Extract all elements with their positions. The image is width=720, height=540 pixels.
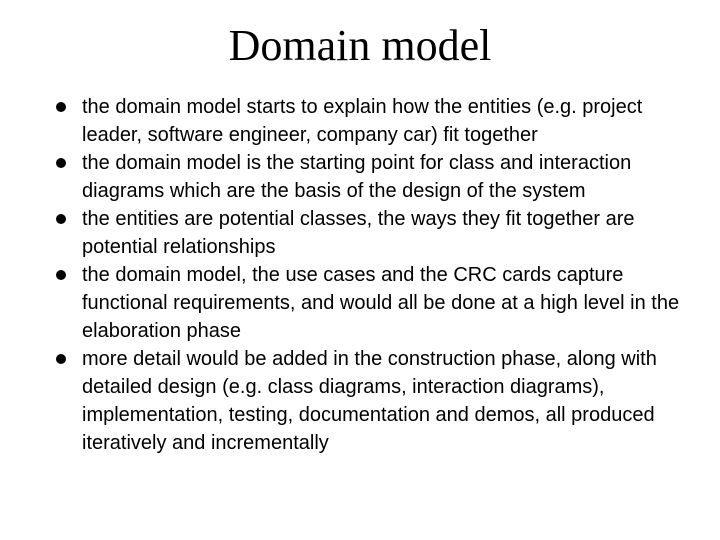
bullet-dot-icon	[56, 214, 66, 224]
bullet-item	[56, 205, 704, 261]
bullet-text: the entities are potential classes, the ways they fit together are potential relationships	[82, 208, 635, 258]
bullet-text: the domain model, the use cases and the CRC cards capture functional requirements, and would all be done at a high level in the elaboration phase	[82, 264, 680, 342]
bullet-dot-icon	[56, 102, 66, 112]
bullet-item	[56, 261, 704, 345]
bullet-text: more detail would be added in the construction phase, along with detailed design (e.g. class diagrams, interaction diagrams), implementation, testing, documentation and demos, all produced iteratively and incrementally	[82, 348, 657, 454]
bullet-text: the domain model is the starting point for class and interaction diagrams which are the basis of the design of the system	[82, 152, 632, 202]
bullet-text: the domain model starts to explain how the entities (e.g. project leader, software engineer, company car) fit together	[82, 96, 643, 146]
slide-title: Domain model	[228, 21, 492, 70]
bullet-list	[56, 93, 704, 457]
bullet-item	[56, 345, 704, 457]
bullet-dot-icon	[56, 158, 66, 168]
bullet-dot-icon	[56, 354, 66, 364]
bullet-dot-icon	[56, 270, 66, 280]
bullet-item	[56, 93, 704, 149]
bullet-item	[56, 149, 704, 205]
